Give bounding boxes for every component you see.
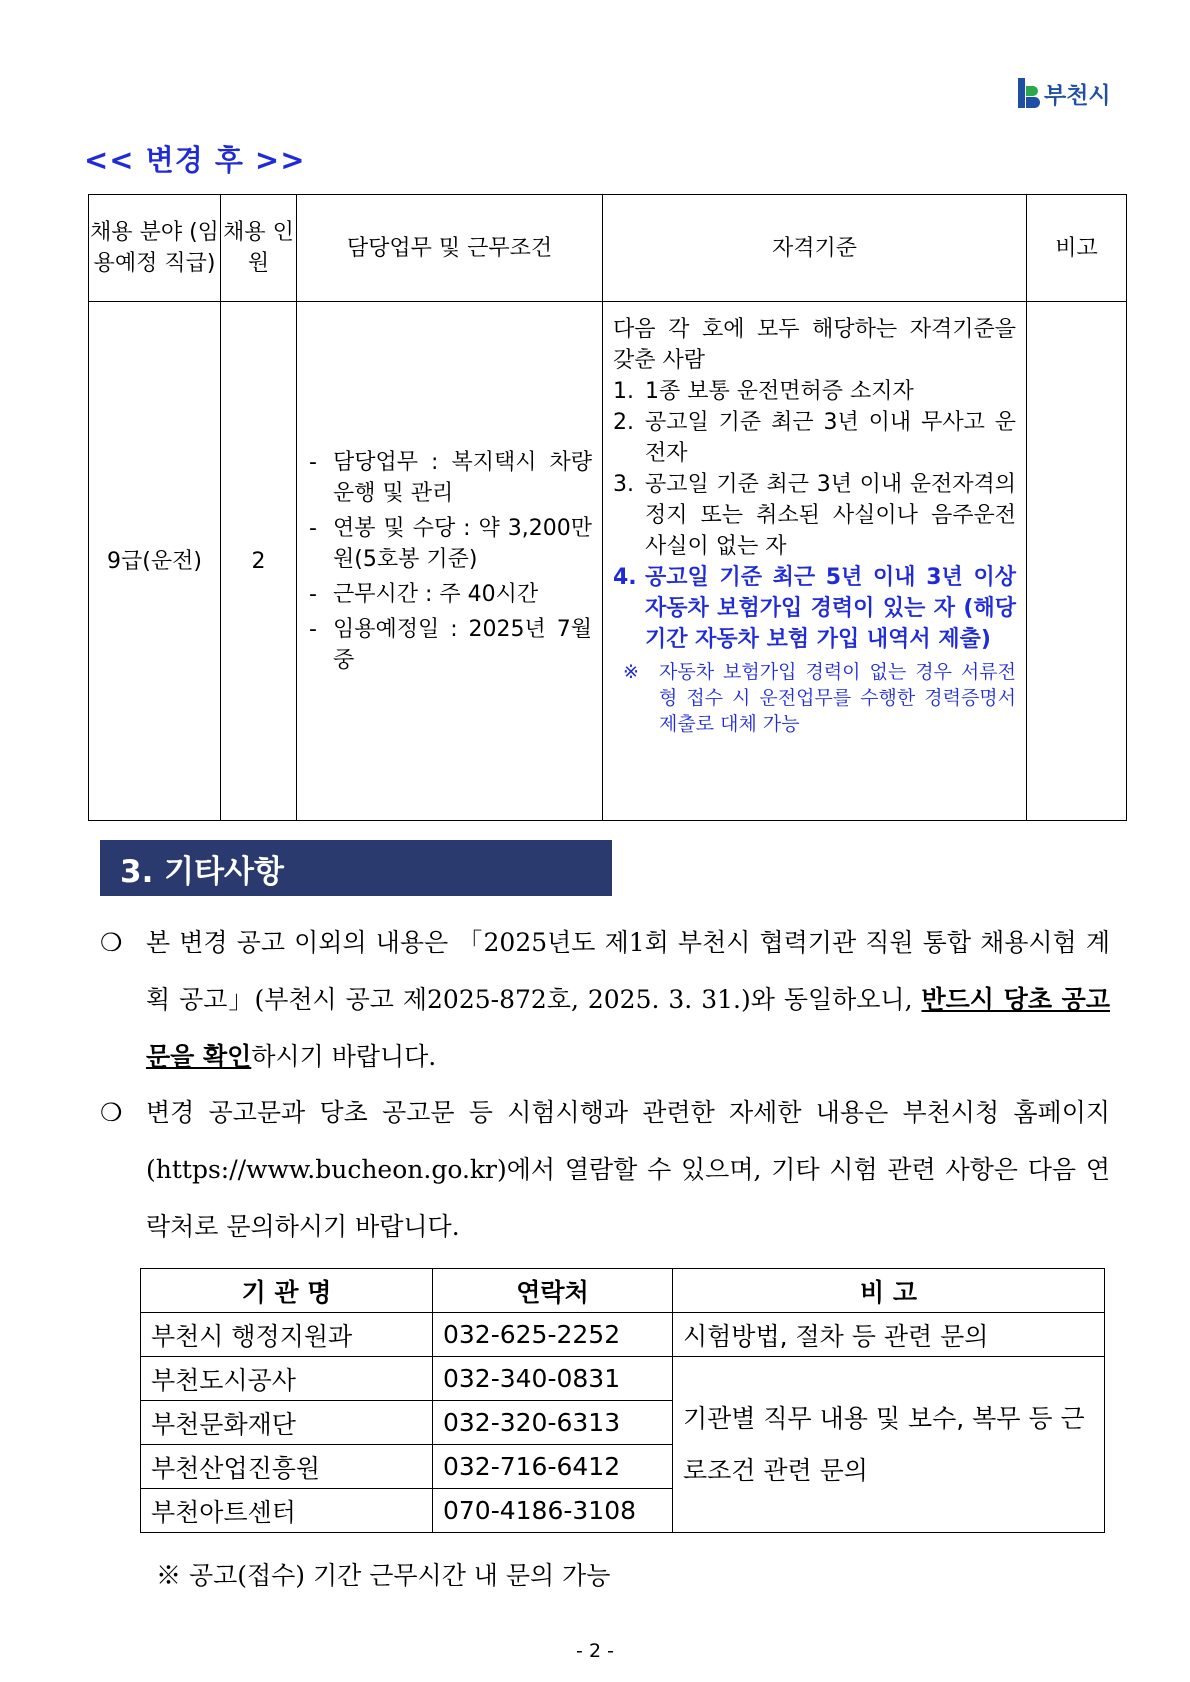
phone-number: 032-340-0831: [433, 1357, 673, 1401]
cell-field: 9급(운전): [89, 302, 221, 821]
paragraph-1-emphasis: 반드시 당초 공고문을 확인: [146, 985, 1110, 1071]
duty-item: - 임용예정일 : 2025년 7월 중: [309, 616, 592, 673]
phone-number: 032-625-2252: [433, 1313, 673, 1357]
org-name: 부천도시공사: [141, 1357, 433, 1401]
duty-item: - 연봉 및 수당 : 약 3,200만 원(5호봉 기준): [309, 515, 592, 572]
qualification-item: 3. 공고일 기준 최근 3년 이내 운전자격의 정지 또는 취소된 사실이나 음주운전 사실이 없는 자: [613, 472, 1016, 559]
contact-table: [140, 1268, 1105, 1533]
paragraph-2: [100, 1084, 1110, 1255]
section-heading-after-change: << 변경 후 >>: [84, 143, 306, 177]
header-remark: 비 고: [673, 1269, 1105, 1313]
header-field: 채용 분야 (임용예정 직급): [89, 195, 221, 302]
phone-number: 032-320-6313: [433, 1401, 673, 1445]
qualification-item: 1. 1종 보통 운전면허증 소지자: [613, 379, 914, 404]
remark: 기관별 직무 내용 및 보수, 복무 등 근로조건 관련 문의: [673, 1357, 1105, 1533]
qualification-intro: 다음 각 호에 모두 해당하는 자격기준을 갖춘 사람: [613, 317, 1016, 373]
table-row: [141, 1313, 1105, 1357]
bullet-icon: ❍: [100, 1098, 123, 1127]
table-row: [141, 1357, 1105, 1401]
qualification-item-new: 4. 공고일 기준 최근 5년 이내 3년 이상 자동차 보험가입 경력이 있는 자 (해당 기간 자동차 보험 가입 내역서 제출): [613, 565, 1016, 652]
remark: 시험방법, 절차 등 관련 문의: [673, 1313, 1105, 1357]
org-name: 부천시 행정지원과: [141, 1313, 433, 1357]
paragraph-2-text: 변경 공고문과 당초 공고문 등 시험시행과 관련한 자세한 내용은 부천시청 홈페이지(https://www.bucheon.go.kr)에서 열람할 수 있으며, 기타 시험 관련 사항은 다음 연락처로 문의하시기 바랍니다.: [146, 1098, 1110, 1241]
cell-count: 2: [221, 302, 297, 821]
header-note: 비고: [1027, 195, 1127, 302]
contact-table-header: [141, 1269, 1105, 1313]
qualification-note: ※ 자동차 보험가입 경력이 없는 경우 서류전형 접수 시 운전업무를 수행한 경력증명서 제출로 대체 가능: [623, 661, 1016, 735]
cell-note: [1027, 302, 1127, 821]
phone-number: 070-4186-3108: [433, 1489, 673, 1533]
duty-item: - 근무시간 : 주 40시간: [309, 581, 539, 607]
org-name: 부천산업진흥원: [141, 1445, 433, 1489]
qualification-item: 2. 공고일 기준 최근 3년 이내 무사고 운전자: [613, 410, 1016, 466]
paragraph-1-text: 본 변경 공고 이외의 내용은 「2025년도 제1회 부천시 협력기관 직원 통합 채용시험 계획 공고」(부천시 공고 제2025-872호, 2025. 3. 31.)와 동일하오니,: [146, 928, 1110, 1014]
header-phone: 연락처: [433, 1269, 673, 1313]
org-name: 부천문화재단: [141, 1401, 433, 1445]
header-count: 채용 인원: [221, 195, 297, 302]
footnote: ※ 공고(접수) 기간 근무시간 내 문의 가능: [156, 1561, 611, 1590]
recruitment-table-header: [89, 195, 1127, 302]
logo-text: 부천시: [1044, 82, 1111, 109]
header-qualification: 자격기준: [603, 195, 1027, 302]
duty-item: - 담당업무 : 복지택시 차량 운행 및 관리: [309, 449, 592, 506]
section-3-title: 3. 기타사항: [100, 840, 612, 896]
recruitment-table: [88, 194, 1127, 821]
cell-qualification: [603, 302, 1027, 821]
header-duty: 담당업무 및 근무조건: [297, 195, 603, 302]
bullet-icon: ❍: [100, 928, 123, 957]
bucheon-logo: [1018, 76, 1111, 110]
org-name: 부천아트센터: [141, 1489, 433, 1533]
bucheon-logo-icon: [1018, 78, 1040, 108]
paragraph-1: [100, 914, 1110, 1085]
header-org: 기 관 명: [141, 1269, 433, 1313]
table-row: [89, 302, 1127, 821]
paragraph-1-tail: 하시기 바랍니다.: [251, 1042, 437, 1071]
page-number: - 2 -: [576, 1640, 614, 1662]
phone-number: 032-716-6412: [433, 1445, 673, 1489]
cell-duty: [297, 302, 603, 821]
